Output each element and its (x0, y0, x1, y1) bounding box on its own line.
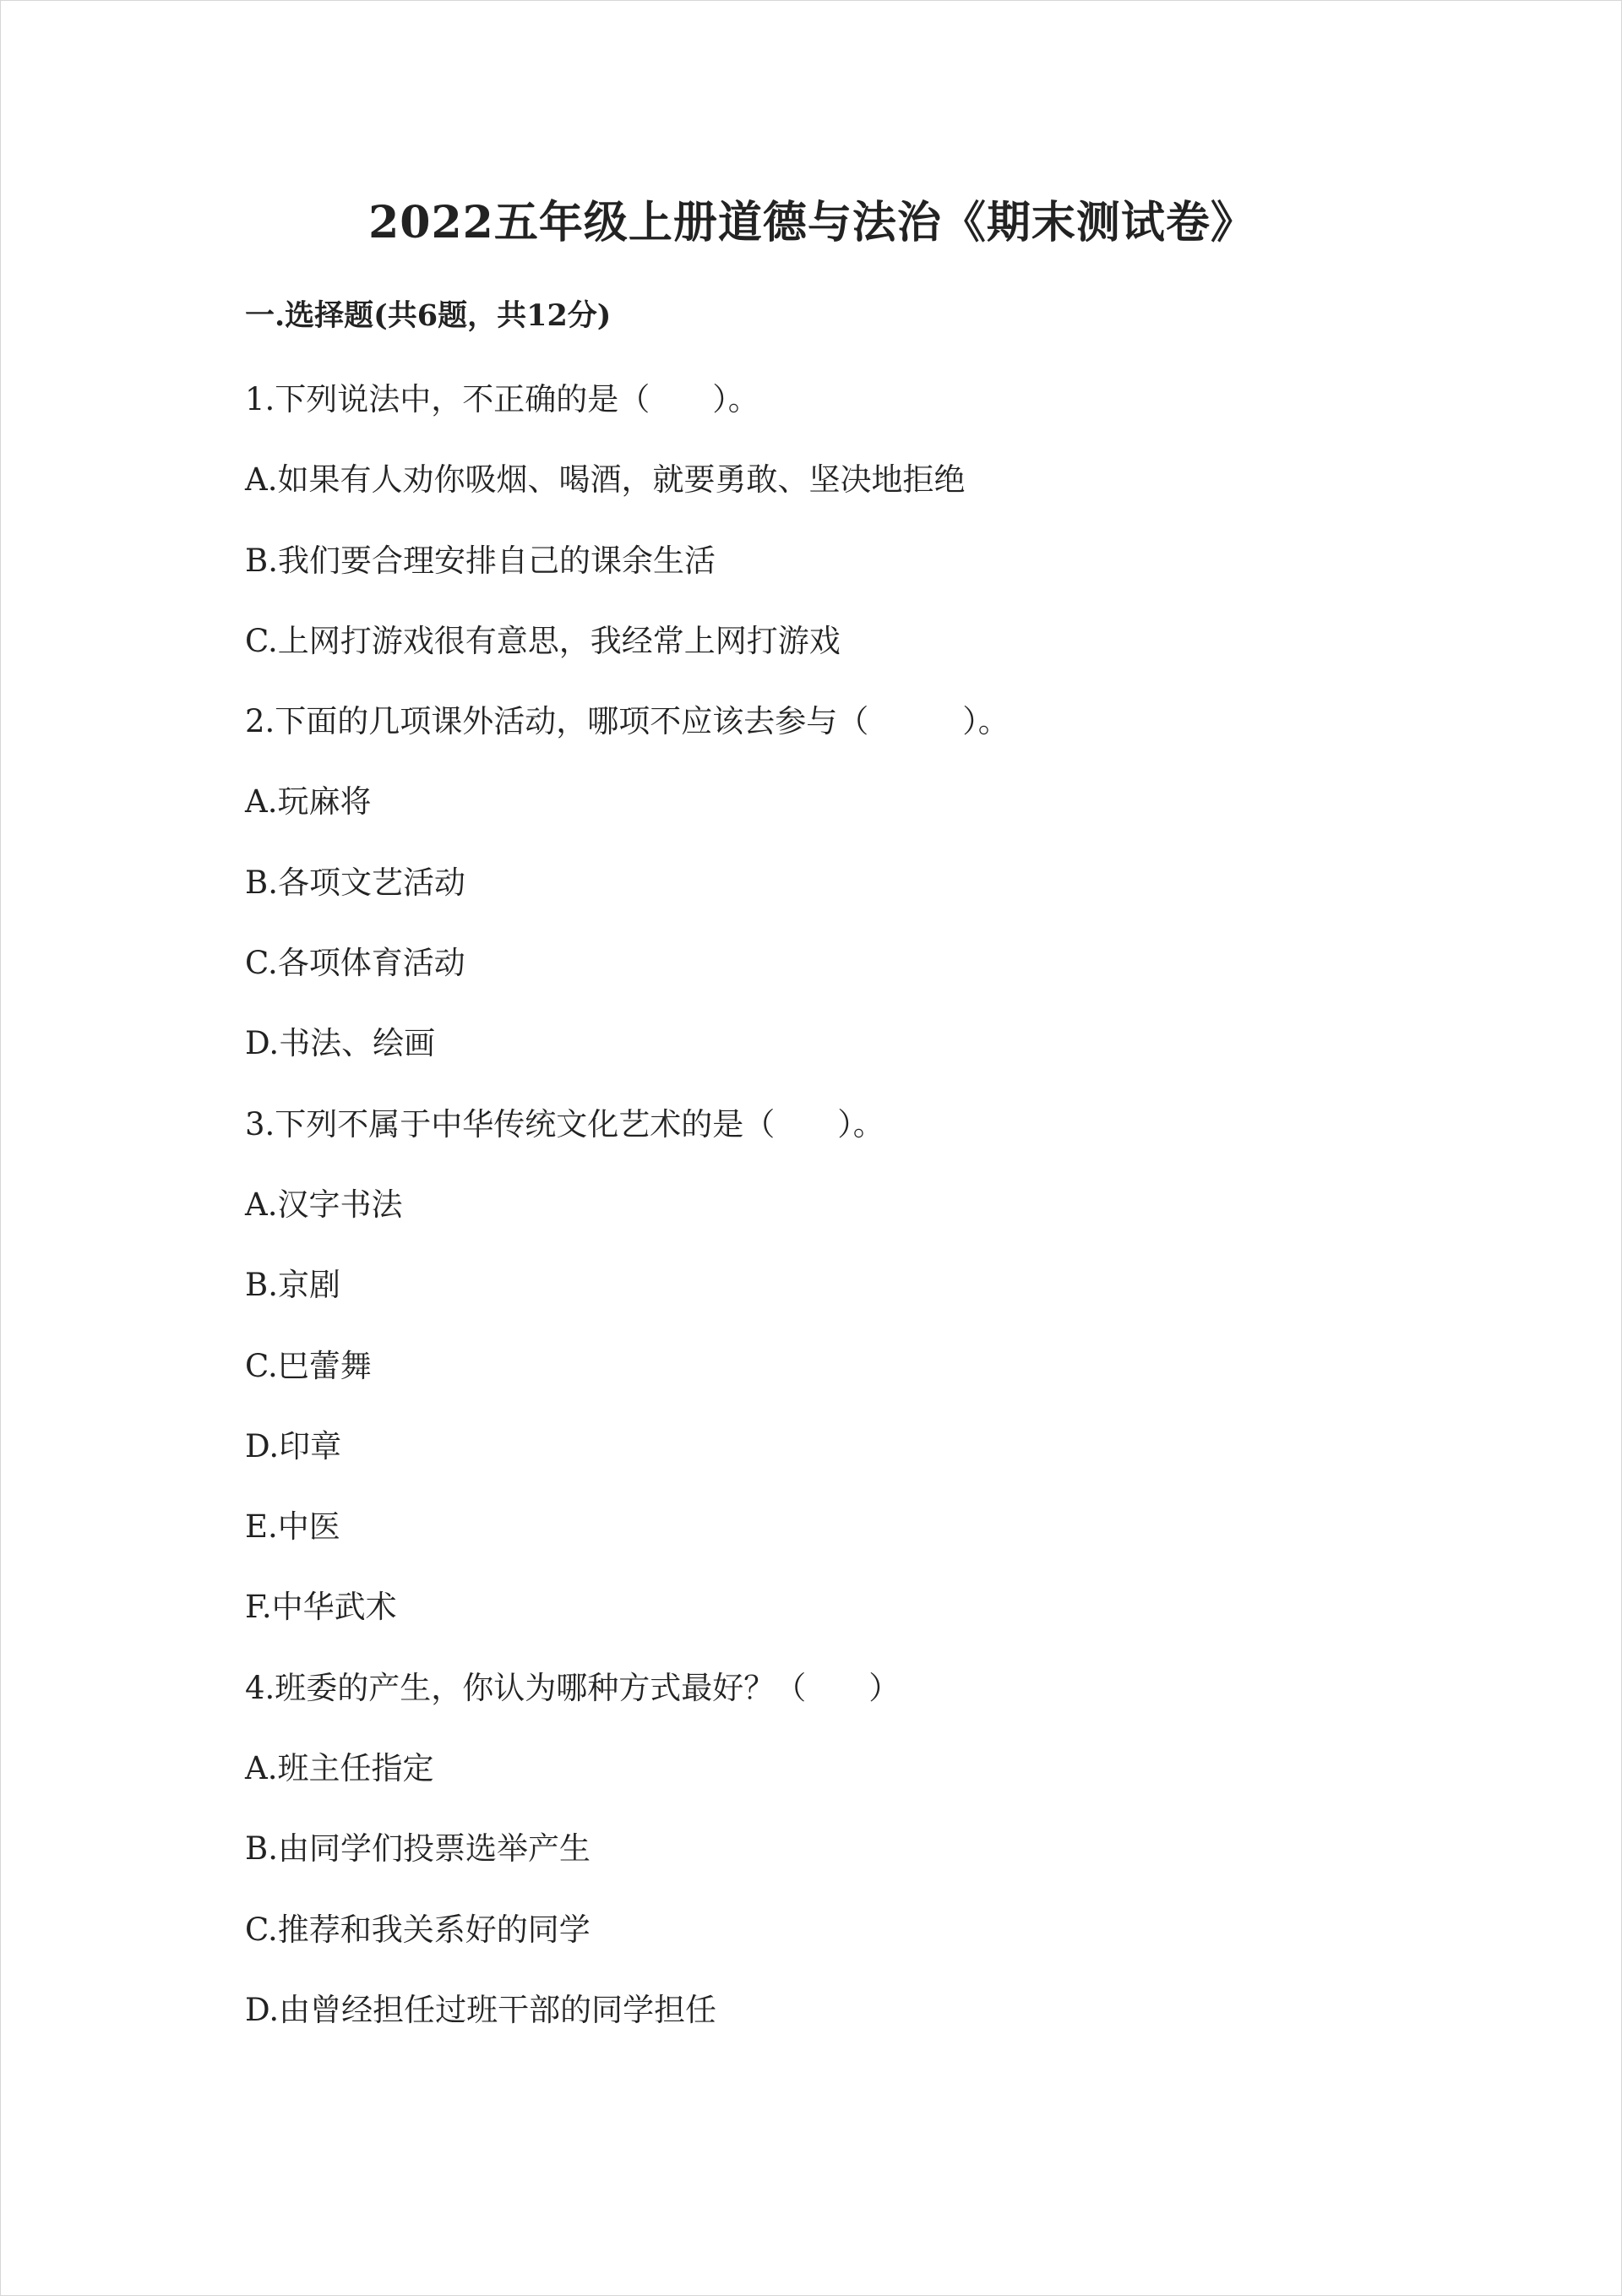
question-4-option-d: D.由曾经担任过班干部的同学担任 (245, 1991, 717, 2028)
question-3-option-f: F.中华武术 (245, 1589, 397, 1626)
question-1-option-a: A.如果有人劝你吸烟、喝酒，就要勇敢、坚决地拒绝 (245, 461, 966, 499)
question-4-stem: 4.班委的产生，你认为哪种方式最好？（ ） (245, 1669, 901, 1706)
question-4-option-c: C.推荐和我关系好的同学 (245, 1911, 591, 1948)
question-1-option-c: C.上网打游戏很有意思，我经常上网打游戏 (245, 622, 841, 659)
question-3-option-c: C.巴蕾舞 (245, 1347, 372, 1384)
question-3-stem: 3.下列不属于中华传统文化艺术的是（ ）。 (245, 1105, 884, 1143)
question-4-option-b: B.由同学们投票选举产生 (245, 1830, 591, 1868)
question-3-option-a: A.汉字书法 (245, 1186, 403, 1223)
question-3-option-e: E.中医 (245, 1508, 340, 1546)
question-2-option-d: D.书法、绘画 (245, 1025, 436, 1062)
question-2-option-b: B.各项文艺活动 (245, 864, 465, 901)
document-title: 2022五年级上册道德与法治《期末测试卷》 (368, 197, 1255, 248)
question-3-option-b: B.京剧 (245, 1267, 340, 1304)
question-2-stem: 2.下面的几项课外活动，哪项不应该去参与（ ）。 (245, 703, 1010, 740)
question-2-option-c: C.各项体育活动 (245, 945, 465, 982)
question-4-option-a: A.班主任指定 (245, 1750, 434, 1787)
question-1-stem: 1.下列说法中，不正确的是（ ）。 (245, 381, 759, 417)
question-2-option-a: A.玩麻将 (245, 783, 372, 821)
section-heading: 一.选择题(共6题，共12分) (245, 298, 612, 333)
question-3-option-d: D.印章 (245, 1427, 342, 1464)
question-list (245, 379, 1512, 2070)
question-1-option-b: B.我们要合理安排自己的课余生活 (245, 542, 716, 579)
